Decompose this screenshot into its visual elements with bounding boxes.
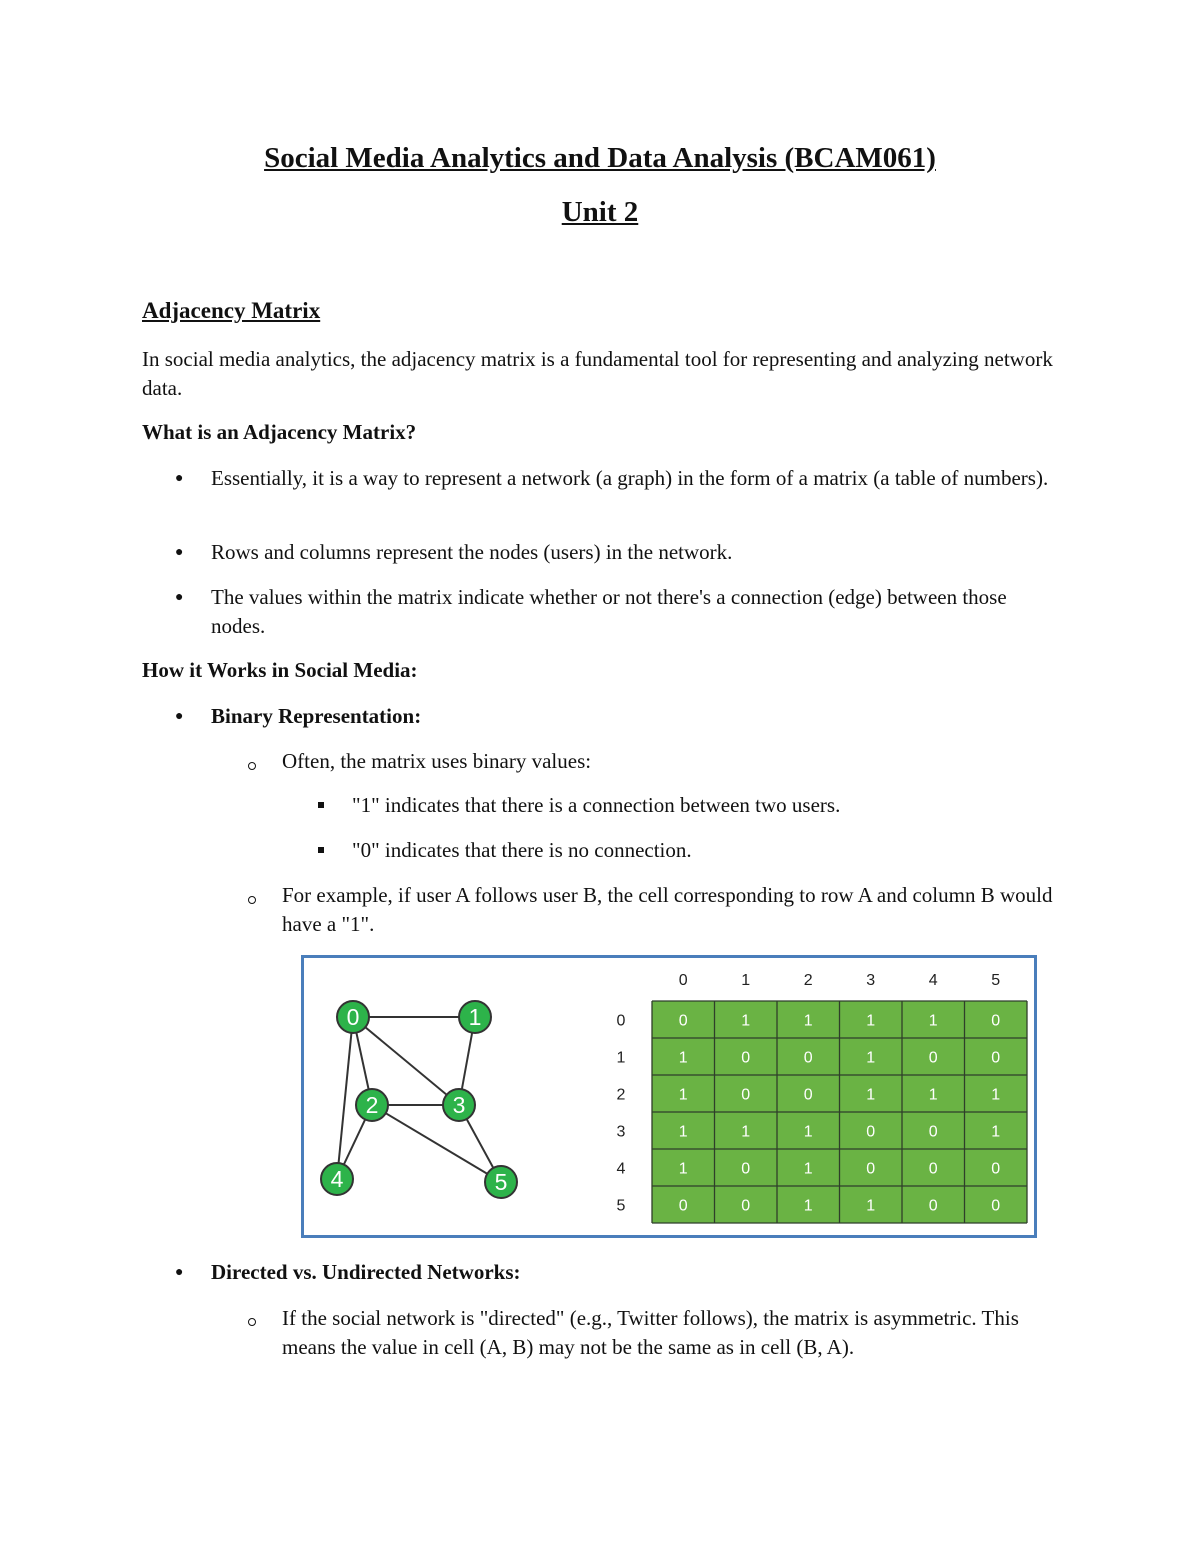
binary-sub-2: For example, if user A follows user B, the cell corresponding to row A and column B would have a "1". bbox=[282, 883, 1053, 936]
matrix-cell-value: 1 bbox=[928, 1012, 938, 1030]
matrix-cell-value: 1 bbox=[991, 1086, 1001, 1104]
matrix-cell-value: 1 bbox=[803, 1123, 813, 1141]
matrix-cell-value: 0 bbox=[866, 1123, 876, 1141]
matrix-col-label: 1 bbox=[741, 972, 751, 989]
matrix-col-label: 5 bbox=[991, 972, 1001, 989]
matrix-cell-value: 0 bbox=[928, 1160, 938, 1178]
document-title: Social Media Analytics and Data Analysis (BCAM061) bbox=[264, 142, 936, 174]
matrix-row-label: 2 bbox=[616, 1086, 626, 1104]
matrix-cell-value: 1 bbox=[678, 1160, 688, 1178]
circle-bullet-icon bbox=[248, 1318, 256, 1326]
matrix-cell-value: 0 bbox=[991, 1160, 1001, 1178]
directed-text: If the social network is "directed" (e.g., Twitter follows), the matrix is asymmetric. This means the value in cell (A, B) may not be the same as in cell (B, A). bbox=[282, 1306, 1019, 1359]
square-bullet-icon bbox=[318, 847, 324, 853]
unit-title: Unit 2 bbox=[561, 196, 639, 228]
matrix-col-label: 3 bbox=[866, 972, 876, 989]
graph-node-label: 3 bbox=[452, 1092, 466, 1118]
matrix-cell-value: 0 bbox=[991, 1049, 1001, 1067]
matrix-cell-value: 1 bbox=[678, 1049, 688, 1067]
matrix-cell-value: 0 bbox=[928, 1197, 938, 1215]
graph-edge-2-5 bbox=[372, 1105, 501, 1182]
matrix-cell-value: 1 bbox=[866, 1012, 876, 1030]
matrix-cell-value: 0 bbox=[866, 1160, 876, 1178]
matrix-row-label: 4 bbox=[616, 1160, 626, 1178]
graph-node-label: 4 bbox=[330, 1166, 344, 1192]
bullet-icon: ● bbox=[175, 590, 184, 605]
matrix-cell-value: 1 bbox=[991, 1123, 1001, 1141]
matrix-cell-value: 0 bbox=[803, 1086, 813, 1104]
matrix-cell-value: 0 bbox=[741, 1086, 751, 1104]
matrix-cell-value: 1 bbox=[678, 1086, 688, 1104]
matrix-cell-value: 1 bbox=[866, 1086, 876, 1104]
graph-node-label: 0 bbox=[346, 1004, 360, 1030]
graph-node-label: 2 bbox=[365, 1092, 379, 1118]
what-bullet-1: Essentially, it is a way to represent a network (a graph) in the form of a matrix (a table of numbers). bbox=[211, 466, 1049, 490]
binary-label: Binary Representation: bbox=[211, 704, 422, 728]
binary-one: "1" indicates that there is a connection between two users. bbox=[352, 793, 841, 817]
matrix-row-label: 5 bbox=[616, 1197, 626, 1215]
matrix-cell-value: 0 bbox=[928, 1123, 938, 1141]
what-heading: What is an Adjacency Matrix? bbox=[142, 420, 417, 444]
what-bullet-2: Rows and columns represent the nodes (users) in the network. bbox=[211, 540, 733, 564]
matrix-row-label: 1 bbox=[616, 1049, 626, 1067]
matrix-cell-value: 0 bbox=[678, 1197, 688, 1215]
how-heading: How it Works in Social Media: bbox=[142, 658, 418, 682]
matrix-cell-value: 0 bbox=[678, 1012, 688, 1030]
graph-node-label: 1 bbox=[468, 1004, 482, 1030]
matrix-cell-value: 1 bbox=[803, 1197, 813, 1215]
matrix-cell-value: 0 bbox=[741, 1197, 751, 1215]
matrix-cell-value: 0 bbox=[928, 1049, 938, 1067]
bullet-icon: ● bbox=[175, 545, 184, 560]
graph-edge-0-4 bbox=[337, 1017, 353, 1179]
matrix-cell-value: 1 bbox=[803, 1012, 813, 1030]
matrix-col-label: 4 bbox=[928, 972, 938, 989]
bullet-icon: ● bbox=[175, 1265, 184, 1280]
matrix-cell-value: 1 bbox=[741, 1123, 751, 1141]
matrix-cell-value: 1 bbox=[803, 1160, 813, 1178]
directed-label: Directed vs. Undirected Networks: bbox=[211, 1260, 521, 1284]
matrix-cell-value: 0 bbox=[741, 1160, 751, 1178]
matrix-cell-value: 0 bbox=[803, 1049, 813, 1067]
matrix-cell-value: 1 bbox=[866, 1197, 876, 1215]
matrix-row-label: 3 bbox=[616, 1123, 626, 1141]
matrix-cell-value: 1 bbox=[678, 1123, 688, 1141]
matrix-cell-value: 1 bbox=[866, 1049, 876, 1067]
what-bullet-3: The values within the matrix indicate whether or not there's a connection (edge) between those nodes. bbox=[211, 585, 1007, 638]
matrix-cell-value: 0 bbox=[741, 1049, 751, 1067]
graph-and-matrix-svg bbox=[304, 958, 1034, 1235]
matrix-row-label: 0 bbox=[616, 1012, 626, 1030]
matrix-cell-value: 1 bbox=[928, 1086, 938, 1104]
square-bullet-icon bbox=[318, 802, 324, 808]
graph-node-label: 5 bbox=[494, 1169, 508, 1195]
circle-bullet-icon bbox=[248, 896, 256, 904]
matrix-cell-value: 0 bbox=[991, 1012, 1001, 1030]
intro-paragraph: In social media analytics, the adjacency matrix is a fundamental tool for representing and analyzing network data. bbox=[142, 347, 1053, 400]
matrix-cell-value: 0 bbox=[991, 1197, 1001, 1215]
section-heading: Adjacency Matrix bbox=[142, 298, 321, 323]
circle-bullet-icon bbox=[248, 762, 256, 770]
binary-sub-1: Often, the matrix uses binary values: bbox=[282, 749, 592, 773]
matrix-col-label: 0 bbox=[678, 972, 688, 989]
matrix-col-label: 2 bbox=[803, 972, 813, 989]
matrix-cell-value: 1 bbox=[741, 1012, 751, 1030]
binary-zero: "0" indicates that there is no connection. bbox=[352, 838, 692, 862]
bullet-icon: ● bbox=[175, 709, 184, 724]
bullet-icon: ● bbox=[175, 471, 184, 486]
adjacency-figure bbox=[301, 955, 1037, 1238]
